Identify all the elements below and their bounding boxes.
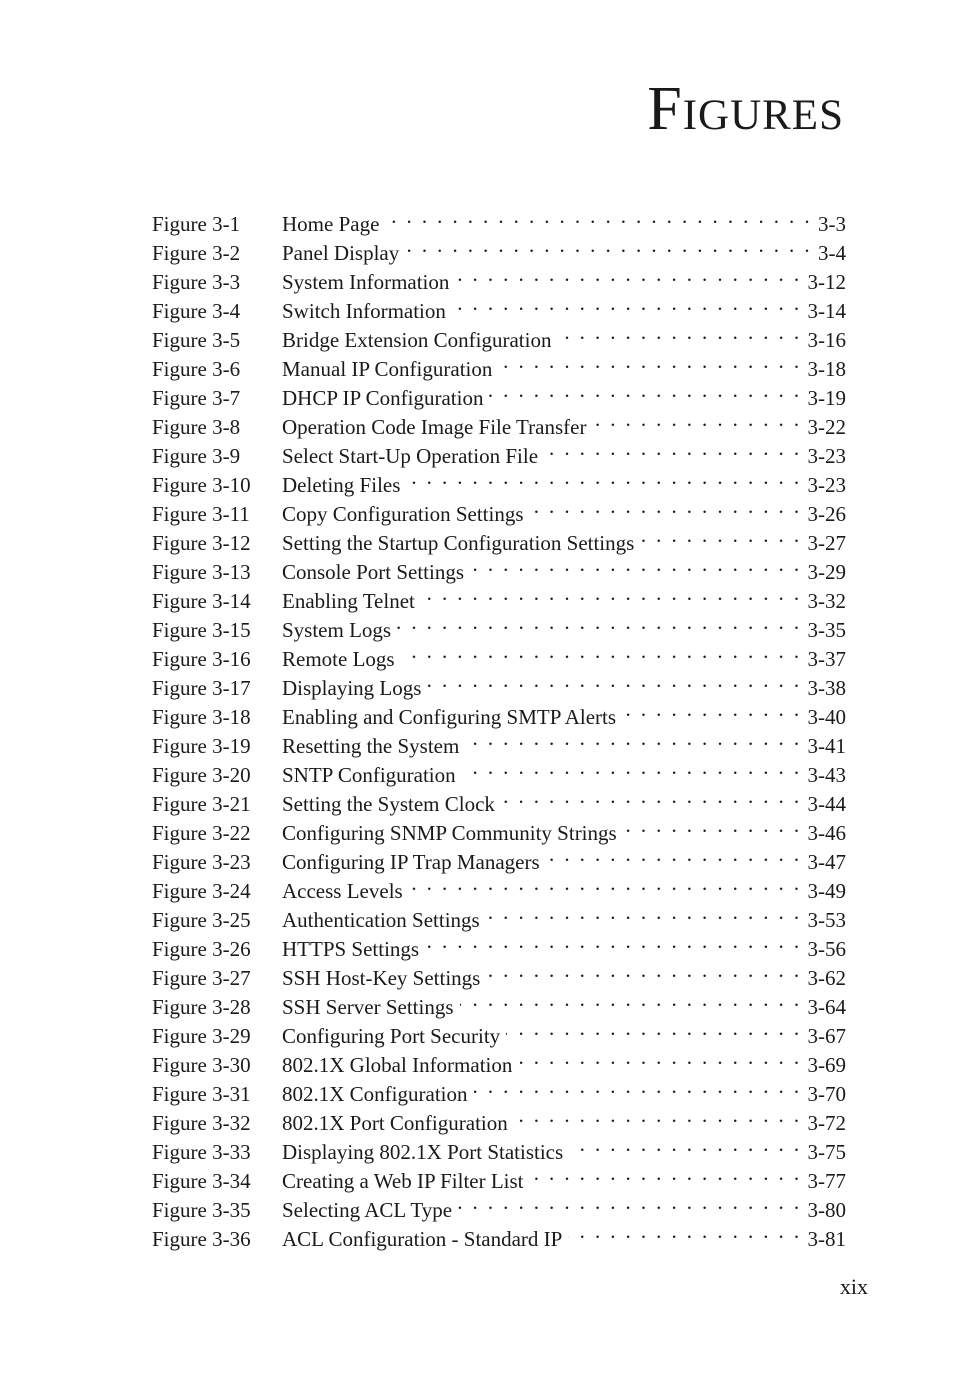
figure-page-ref: 3-37 xyxy=(807,647,846,671)
page-title-rest: igures xyxy=(682,75,844,143)
dot-leader xyxy=(514,1101,802,1130)
figure-number: Figure 3-34 xyxy=(152,1169,251,1193)
dot-leader xyxy=(506,1014,801,1043)
dot-leader xyxy=(452,289,802,318)
figure-title: Access Levels xyxy=(282,879,403,903)
figure-number: Figure 3-16 xyxy=(152,647,251,671)
figure-title: Home Page xyxy=(282,212,380,236)
figure-number: Figure 3-7 xyxy=(152,386,241,410)
figure-title: Operation Code Image File Transfer xyxy=(282,415,587,439)
figure-number: Figure 3-26 xyxy=(152,937,251,961)
figure-number: Figure 3-10 xyxy=(152,473,251,497)
figure-number: Figure 3-32 xyxy=(152,1111,251,1135)
figure-title: 802.1X Port Configuration xyxy=(282,1111,508,1135)
figure-number: Figure 3-23 xyxy=(152,850,251,874)
figure-title: HTTPS Settings xyxy=(282,937,420,961)
dot-leader xyxy=(465,724,801,753)
figure-page-ref: 3-14 xyxy=(807,299,846,323)
figure-title: SSH Host-Key Settings xyxy=(282,966,481,990)
figure-page-ref: 3-18 xyxy=(807,357,846,381)
page-title-initial: F xyxy=(647,75,683,143)
dot-leader xyxy=(427,666,801,695)
figure-title: Copy Configuration Settings xyxy=(282,502,524,526)
dot-leader xyxy=(385,202,812,231)
dot-leader xyxy=(622,695,801,724)
dot-leader xyxy=(486,898,802,927)
dot-leader xyxy=(470,550,801,579)
dot-leader xyxy=(458,1188,801,1217)
figure-page-ref: 3-80 xyxy=(807,1198,846,1222)
figure-title: Selecting ACL Type xyxy=(282,1198,453,1222)
figure-number: Figure 3-11 xyxy=(152,502,250,526)
figure-page-ref: 3-43 xyxy=(807,763,846,787)
figure-page-ref: 3-32 xyxy=(807,589,846,613)
figure-page-ref: 3-70 xyxy=(807,1082,846,1106)
dot-leader xyxy=(557,318,801,347)
figure-title: 802.1X Configuration xyxy=(282,1082,468,1106)
figure-title: Setting the System Clock xyxy=(282,792,495,816)
figure-page-ref: 3-64 xyxy=(807,995,846,1019)
dot-leader xyxy=(592,405,801,434)
figure-page-ref: 3-26 xyxy=(807,502,846,526)
figure-title: DHCP IP Configuration xyxy=(282,386,484,410)
figure-number: Figure 3-22 xyxy=(152,821,251,845)
figure-page-ref: 3-35 xyxy=(807,618,846,642)
dot-leader xyxy=(406,463,801,492)
figure-title: Creating a Web IP Filter List xyxy=(282,1169,524,1193)
dot-leader xyxy=(530,492,802,521)
figure-number: Figure 3-35 xyxy=(152,1198,251,1222)
dot-leader xyxy=(397,608,801,637)
dot-leader xyxy=(489,376,801,405)
dot-leader xyxy=(473,1072,801,1101)
figure-number: Figure 3-36 xyxy=(152,1227,251,1251)
figure-number: Figure 3-28 xyxy=(152,995,251,1019)
figure-page-ref: 3-44 xyxy=(807,792,846,816)
figure-number: Figure 3-27 xyxy=(152,966,251,990)
dot-leader xyxy=(460,985,802,1014)
figure-number: Figure 3-2 xyxy=(152,241,241,265)
dot-leader xyxy=(455,260,801,289)
figure-title: System Information xyxy=(282,270,450,294)
figure-entry[interactable] xyxy=(152,202,846,236)
dot-leader xyxy=(530,1159,802,1188)
figure-number: Figure 3-17 xyxy=(152,676,251,700)
figure-title: Deleting Files xyxy=(282,473,401,497)
figure-title: Remote Logs xyxy=(282,647,395,671)
figure-title: Enabling and Configuring SMTP Alerts xyxy=(282,705,617,729)
figure-page-ref: 3-49 xyxy=(807,879,846,903)
figure-title: Bridge Extension Configuration xyxy=(282,328,552,352)
figure-page-ref: 3-75 xyxy=(807,1140,846,1164)
figure-title: Select Start-Up Operation File xyxy=(282,444,539,468)
figure-title: Displaying Logs xyxy=(282,676,422,700)
figure-number: Figure 3-20 xyxy=(152,763,251,787)
figure-number: Figure 3-21 xyxy=(152,792,251,816)
figure-page-ref: 3-12 xyxy=(807,270,846,294)
dot-leader xyxy=(544,434,801,463)
dot-leader xyxy=(501,782,802,811)
figure-page-ref: 3-23 xyxy=(807,444,846,468)
figure-number: Figure 3-30 xyxy=(152,1053,251,1077)
figure-number: Figure 3-24 xyxy=(152,879,251,903)
figure-page-ref: 3-67 xyxy=(807,1024,846,1048)
figure-number: Figure 3-8 xyxy=(152,415,241,439)
figure-title: Panel Display xyxy=(282,241,400,265)
figure-title: ACL Configuration - Standard IP xyxy=(282,1227,563,1251)
figure-number: Figure 3-18 xyxy=(152,705,251,729)
dot-leader xyxy=(640,521,801,550)
figure-number: Figure 3-13 xyxy=(152,560,251,584)
figure-title: Displaying 802.1X Port Statistics xyxy=(282,1140,564,1164)
figure-page-ref: 3-29 xyxy=(807,560,846,584)
figure-title: Enabling Telnet xyxy=(282,589,415,613)
dot-leader xyxy=(568,1217,801,1246)
figure-page-ref: 3-38 xyxy=(807,676,846,700)
figure-page-ref: 3-27 xyxy=(807,531,846,555)
figure-page-ref: 3-16 xyxy=(807,328,846,352)
figure-page-ref: 3-47 xyxy=(807,850,846,874)
figure-number: Figure 3-31 xyxy=(152,1082,251,1106)
figure-page-ref: 3-40 xyxy=(807,705,846,729)
dot-leader xyxy=(569,1130,801,1159)
dot-leader xyxy=(462,753,802,782)
figure-number: Figure 3-33 xyxy=(152,1140,251,1164)
figure-title: Configuring Port Security xyxy=(282,1024,501,1048)
figure-title: Configuring SNMP Community Strings xyxy=(282,821,617,845)
dot-leader xyxy=(623,811,802,840)
dot-leader xyxy=(405,231,812,260)
figure-number: Figure 3-25 xyxy=(152,908,251,932)
figure-number: Figure 3-9 xyxy=(152,444,241,468)
figure-page-ref: 3-81 xyxy=(807,1227,846,1251)
figure-title: 802.1X Global Information xyxy=(282,1053,513,1077)
dot-leader xyxy=(421,579,802,608)
figure-page-ref: 3-56 xyxy=(807,937,846,961)
figure-page-ref: 3-3 xyxy=(818,212,846,236)
figure-number: Figure 3-1 xyxy=(152,212,241,236)
figure-title: SNTP Configuration xyxy=(282,763,456,787)
figure-title: Setting the Startup Configuration Settings xyxy=(282,531,635,555)
figure-page-ref: 3-53 xyxy=(807,908,846,932)
figure-number: Figure 3-5 xyxy=(152,328,241,352)
figure-title: Authentication Settings xyxy=(282,908,480,932)
figure-title: Configuring IP Trap Managers xyxy=(282,850,540,874)
figure-number: Figure 3-19 xyxy=(152,734,251,758)
figure-page-ref: 3-19 xyxy=(807,386,846,410)
figure-title: SSH Server Settings xyxy=(282,995,454,1019)
figure-number: Figure 3-3 xyxy=(152,270,241,294)
figure-number: Figure 3-6 xyxy=(152,357,241,381)
figures-list xyxy=(152,202,846,1251)
page-title xyxy=(647,75,844,143)
figure-number: Figure 3-15 xyxy=(152,618,251,642)
figure-page-ref: 3-77 xyxy=(807,1169,846,1193)
dot-leader xyxy=(486,956,801,985)
dot-leader xyxy=(498,347,801,376)
page-number: xix xyxy=(839,1274,868,1299)
figure-number: Figure 3-12 xyxy=(152,531,251,555)
dot-leader xyxy=(401,637,802,666)
dot-leader xyxy=(409,869,802,898)
figure-page-ref: 3-62 xyxy=(807,966,846,990)
dot-leader xyxy=(518,1043,801,1072)
figure-page-ref: 3-41 xyxy=(807,734,846,758)
dot-leader xyxy=(546,840,802,869)
figure-page-ref: 3-69 xyxy=(807,1053,846,1077)
figure-title: System Logs xyxy=(282,618,392,642)
figure-number: Figure 3-14 xyxy=(152,589,251,613)
figure-page-ref: 3-4 xyxy=(818,241,846,265)
figure-number: Figure 3-29 xyxy=(152,1024,251,1048)
figure-number: Figure 3-4 xyxy=(152,299,241,323)
figure-title: Manual IP Configuration xyxy=(282,357,493,381)
figure-page-ref: 3-72 xyxy=(807,1111,846,1135)
figure-title: Switch Information xyxy=(282,299,446,323)
dot-leader xyxy=(425,927,801,956)
figure-title: Console Port Settings xyxy=(282,560,465,584)
figure-page-ref: 3-46 xyxy=(807,821,846,845)
figure-title: Resetting the System xyxy=(282,734,460,758)
figure-page-ref: 3-23 xyxy=(807,473,846,497)
figure-page-ref: 3-22 xyxy=(807,415,846,439)
